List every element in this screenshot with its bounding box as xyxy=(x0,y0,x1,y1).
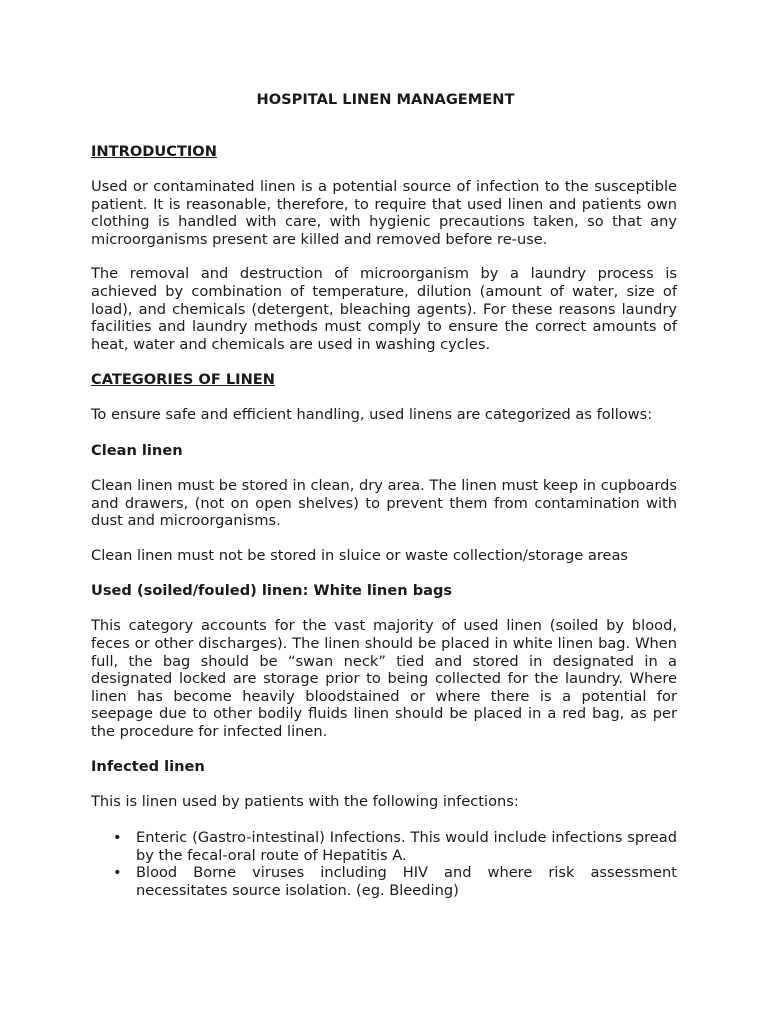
list-item xyxy=(91,864,677,899)
spacer xyxy=(91,811,677,829)
spacer xyxy=(91,600,677,617)
clean-linen-heading: Clean linen xyxy=(91,441,183,459)
categories-heading: CATEGORIES OF LINEN xyxy=(91,371,275,389)
introduction-heading: INTRODUCTION xyxy=(91,143,217,160)
spacer xyxy=(91,248,677,265)
infection-list xyxy=(91,829,677,899)
list-item xyxy=(91,829,677,864)
spacer xyxy=(91,424,677,442)
spacer xyxy=(91,530,677,547)
clean-linen-paragraph-2: Clean linen must not be stored in sluice or waste collection/storage areas xyxy=(91,546,629,564)
infected-linen-heading: Infected linen xyxy=(91,758,205,776)
spacer xyxy=(91,776,677,793)
bullet-icon: • xyxy=(113,864,122,882)
spacer xyxy=(91,564,677,582)
bullet-icon: • xyxy=(113,829,122,847)
introduction-paragraph-1: Used or contaminated linen is a potential source of infection to the susceptible patient. It is reasonable, therefore, to require that used linen and patients own clothing is handled with care, with hygienic precautions taken, so that any microorganisms present are killed and removed before re-use. xyxy=(91,178,677,248)
spacer xyxy=(91,740,677,758)
list-item-text: Blood Borne viruses including HIV and where risk assessment necessitates source isolation. (eg. Bleeding) xyxy=(136,864,677,899)
spacer xyxy=(91,389,677,406)
document-title: HOSPITAL LINEN MANAGEMENT xyxy=(256,91,515,108)
infected-linen-intro: This is linen used by patients with the following infections: xyxy=(91,793,519,811)
list-item-text: Enteric (Gastro-intestinal) Infections. This would include infections spread by the fecal-oral route of Hepatitis A. xyxy=(136,829,677,864)
used-linen-heading: Used (soiled/fouled) linen: White linen bags xyxy=(91,582,453,600)
spacer xyxy=(91,353,677,371)
categories-intro: To ensure safe and efficient handling, used linens are categorized as follows: xyxy=(91,406,653,424)
introduction-paragraph-2: The removal and destruction of microorganism by a laundry process is achieved by combination of temperature, dilution (amount of water, size of load), and chemicals (detergent, bleaching agents). For these reasons laundry facilities and laundry methods must comply to ensure the correct amounts of heat, water and chemicals are used in washing cycles. xyxy=(91,265,677,353)
spacer xyxy=(91,109,677,143)
used-linen-paragraph: This category accounts for the vast majority of used linen (soiled by blood, feces or other discharges). The linen should be placed in white linen bag. When full, the bag should be “swan neck” tied and stored in designated in a designated locked are storage prior to being collected for the laundry. Where linen has become heavily bloodstained or where there is a potential for seepage due to other bodily fluids linen should be placed in a red bag, as per the procedure for infected linen. xyxy=(91,617,677,740)
spacer xyxy=(91,460,677,477)
spacer xyxy=(91,161,677,178)
clean-linen-paragraph-1: Clean linen must be stored in clean, dry area. The linen must keep in cupboards and drawers, (not on open shelves) to prevent them from contamination with dust and microorganisms. xyxy=(91,476,677,530)
